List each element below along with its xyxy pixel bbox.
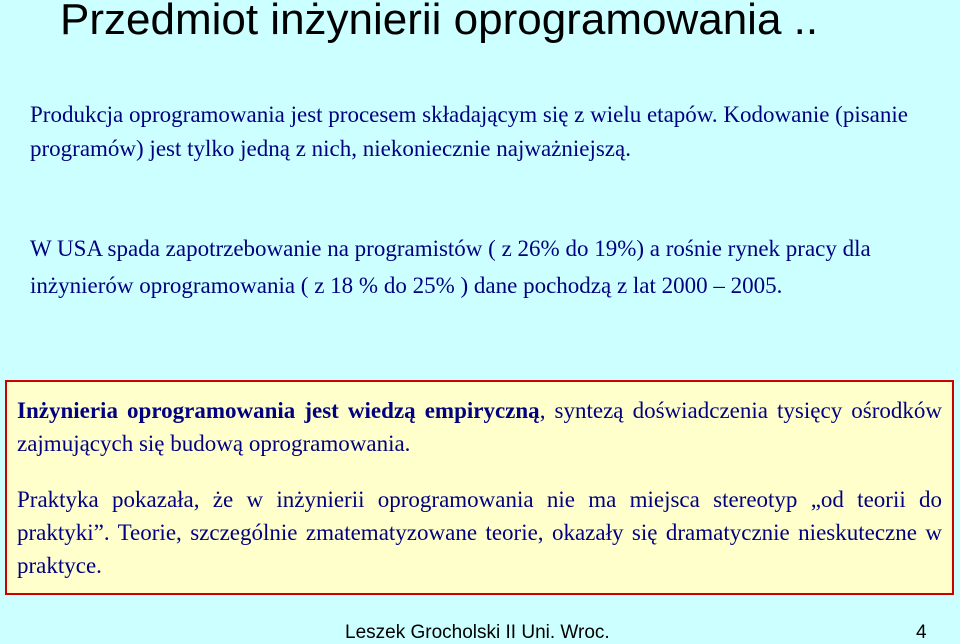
paragraph-usa-demand: W USA spada zapotrzebowanie na programistów ( z 26% do 19%) a rośnie rynek pracy dla inżynierów oprogramowania ( z 18 % do 25% ) dane pochodzą z lat 2000 – 2005. (30, 236, 871, 298)
highlight-box (5, 380, 954, 595)
page-number: 4 (916, 622, 927, 643)
box-statement-bold: Inżynieria oprogramowania jest wiedzą empiryczną (17, 398, 540, 423)
box-statement-rest: , syntezą doświadczenia tysięcy ośrodków zajmujących się budową oprogramowania. (17, 398, 942, 456)
paragraph-production: Produkcja oprogramowania jest procesem składającym się z wielu etapów. Kodowanie (pisanie programów) jest tylko jedną z nich, niekoniecznie najważniejszą. (30, 102, 908, 161)
footer-author: Leszek Grocholski II Uni. Wroc. (345, 622, 610, 643)
box-statement (17, 394, 942, 460)
box-practice: Praktyka pokazała, że w inżynierii oprogramowania nie ma miejsca stereotyp „od teorii do praktyki”. Teorie, szczególnie zmatematyzowane teorie, okazały się dramatycznie nieskuteczne w praktyce. (17, 487, 942, 578)
slide-title: Przedmiot inżynierii oprogramowania .. (60, 0, 819, 44)
